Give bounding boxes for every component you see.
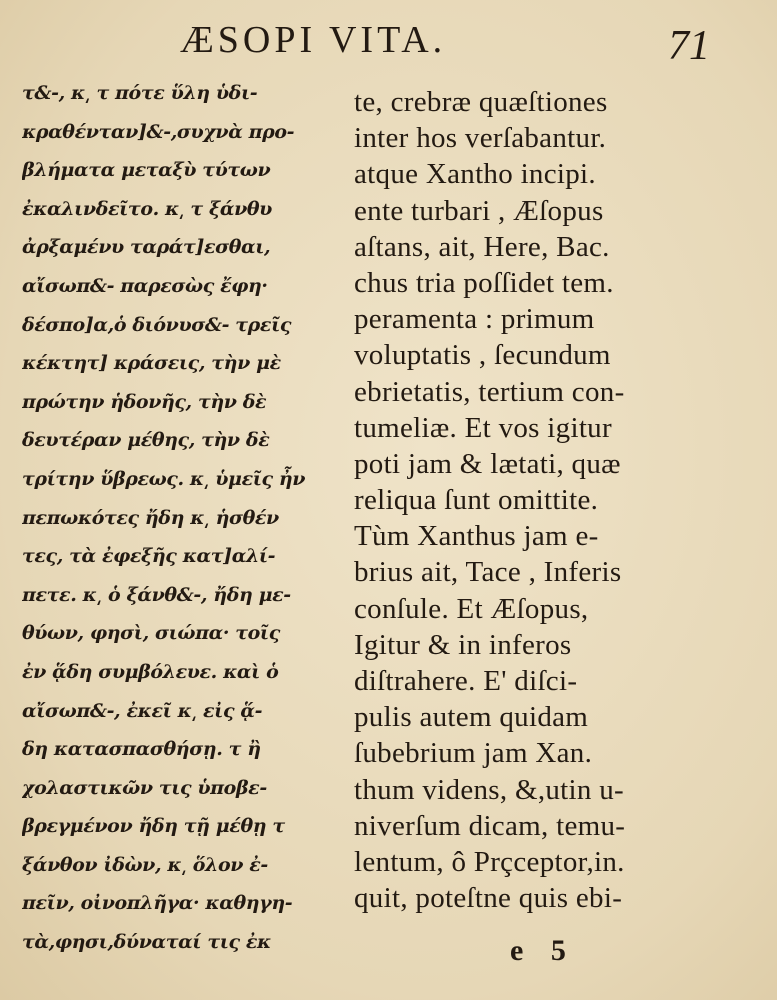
greek-line: χολαστικῶν τις ὑποβε- xyxy=(22,776,267,799)
greek-line: τρίτην ὕβρεως. κ͵ ὑμεῖς ἦν xyxy=(22,467,306,490)
latin-line: poti jam & lætati, quæ xyxy=(354,447,621,480)
latin-line: brius ait, Tace , Inferis xyxy=(354,556,622,589)
latin-line: te, crebræ quæſtiones xyxy=(354,86,608,118)
greek-line: τες, τὰ ἐφεξῆς κατ]αλί- xyxy=(22,545,276,568)
latin-line: ebrietatis, tertium con- xyxy=(354,375,625,408)
latin-line: aſtans, ait, Here, Bac. xyxy=(354,230,610,263)
greek-line: πρώτην ἡδονῆς, τὴν δὲ xyxy=(22,390,267,413)
latin-line: conſule. Et Æſopus, xyxy=(354,592,589,625)
greek-line: δέσπο]α,ὁ διόνυσ&- τρεῖς xyxy=(22,313,292,336)
latin-line: inter hos verſabantur. xyxy=(354,122,607,155)
latin-line: niverſum dicam, temu- xyxy=(354,809,626,842)
greek-line: τὰ,φησι,δύναταί τις ἐκ xyxy=(22,931,271,954)
greek-line: ἀρξαμένυ ταράτ]εσθαι, xyxy=(22,236,271,259)
latin-line: ſubebrium jam Xan. xyxy=(354,737,593,770)
latin-line: thum videns, &,utin u- xyxy=(354,773,625,806)
signature-mark: e 5 xyxy=(510,934,576,967)
greek-line: κέκτητ] κράσεις, τὴν μὲ xyxy=(22,352,281,375)
greek-line: πετε. κ͵ ὁ ξάνθ&-, ἤδη με- xyxy=(22,583,291,606)
greek-line: θύων, φησὶ, σιώπα· τοῖς xyxy=(22,622,280,645)
greek-line: δευτέραν μέθης, τὴν δὲ xyxy=(22,429,270,452)
greek-line: δη κατασπασθήσῃ. τ ἢ xyxy=(22,738,261,761)
greek-line: βρεγμένον ἤδη τῇ μέθῃ τ xyxy=(22,815,285,838)
latin-text-column xyxy=(354,84,754,916)
greek-line: αἴσωπ&-, ἐκεῖ κ͵ εἰς ᾅ- xyxy=(22,699,263,722)
latin-line: voluptatis , ſecundum xyxy=(354,339,611,372)
latin-line: lentum, ô Prçceptor,in. xyxy=(354,845,625,878)
latin-line: tumeliæ. Et vos igitur xyxy=(354,411,612,444)
greek-line: ἐν ᾅδη συμβόλευε. καὶ ὁ xyxy=(22,660,279,683)
latin-line: peramenta : primum xyxy=(354,303,595,336)
page-number: 71 xyxy=(668,23,710,69)
greek-line: ἐκαλινδεῖτο. κ͵ τ ξάνθυ xyxy=(22,197,272,220)
greek-text-column xyxy=(22,74,340,962)
latin-line: reliqua ſunt omittite. xyxy=(354,484,599,517)
latin-line: Tùm Xanthus jam e- xyxy=(354,520,599,553)
latin-line: ente turbari , Æſopus xyxy=(354,194,604,227)
latin-line: chus tria poſſidet tem. xyxy=(354,266,614,299)
greek-line: βλήματα μεταξὺ τύτων xyxy=(22,159,271,182)
greek-line: πεῖν, οἰνοπλῆγα· καθηγη- xyxy=(22,892,293,915)
greek-line: ξάνθον ἰδὼν, κ͵ ὅλον ἐ- xyxy=(22,853,268,876)
latin-line: pulis autem quidam xyxy=(354,701,589,734)
latin-line: Igitur & in inferos xyxy=(354,628,572,661)
greek-line: τ&-, κ͵ τ πότε ὕλη ὑδι- xyxy=(22,82,258,104)
greek-line: πεπωκότες ἤδη κ͵ ἡσθέν xyxy=(22,506,279,529)
greek-line: κραθένταν]&-,συχνὰ προ- xyxy=(22,120,295,143)
latin-line: quit, poteſtne quis ebi- xyxy=(354,882,623,915)
latin-line: diſtrahere. E' diſci- xyxy=(354,665,578,697)
running-title: ÆSOPI VITA. xyxy=(180,19,447,61)
latin-line: atque Xantho incipi. xyxy=(354,158,596,191)
greek-line: αἴσωπ&- παρεσὼς ἔφη· xyxy=(22,274,268,297)
